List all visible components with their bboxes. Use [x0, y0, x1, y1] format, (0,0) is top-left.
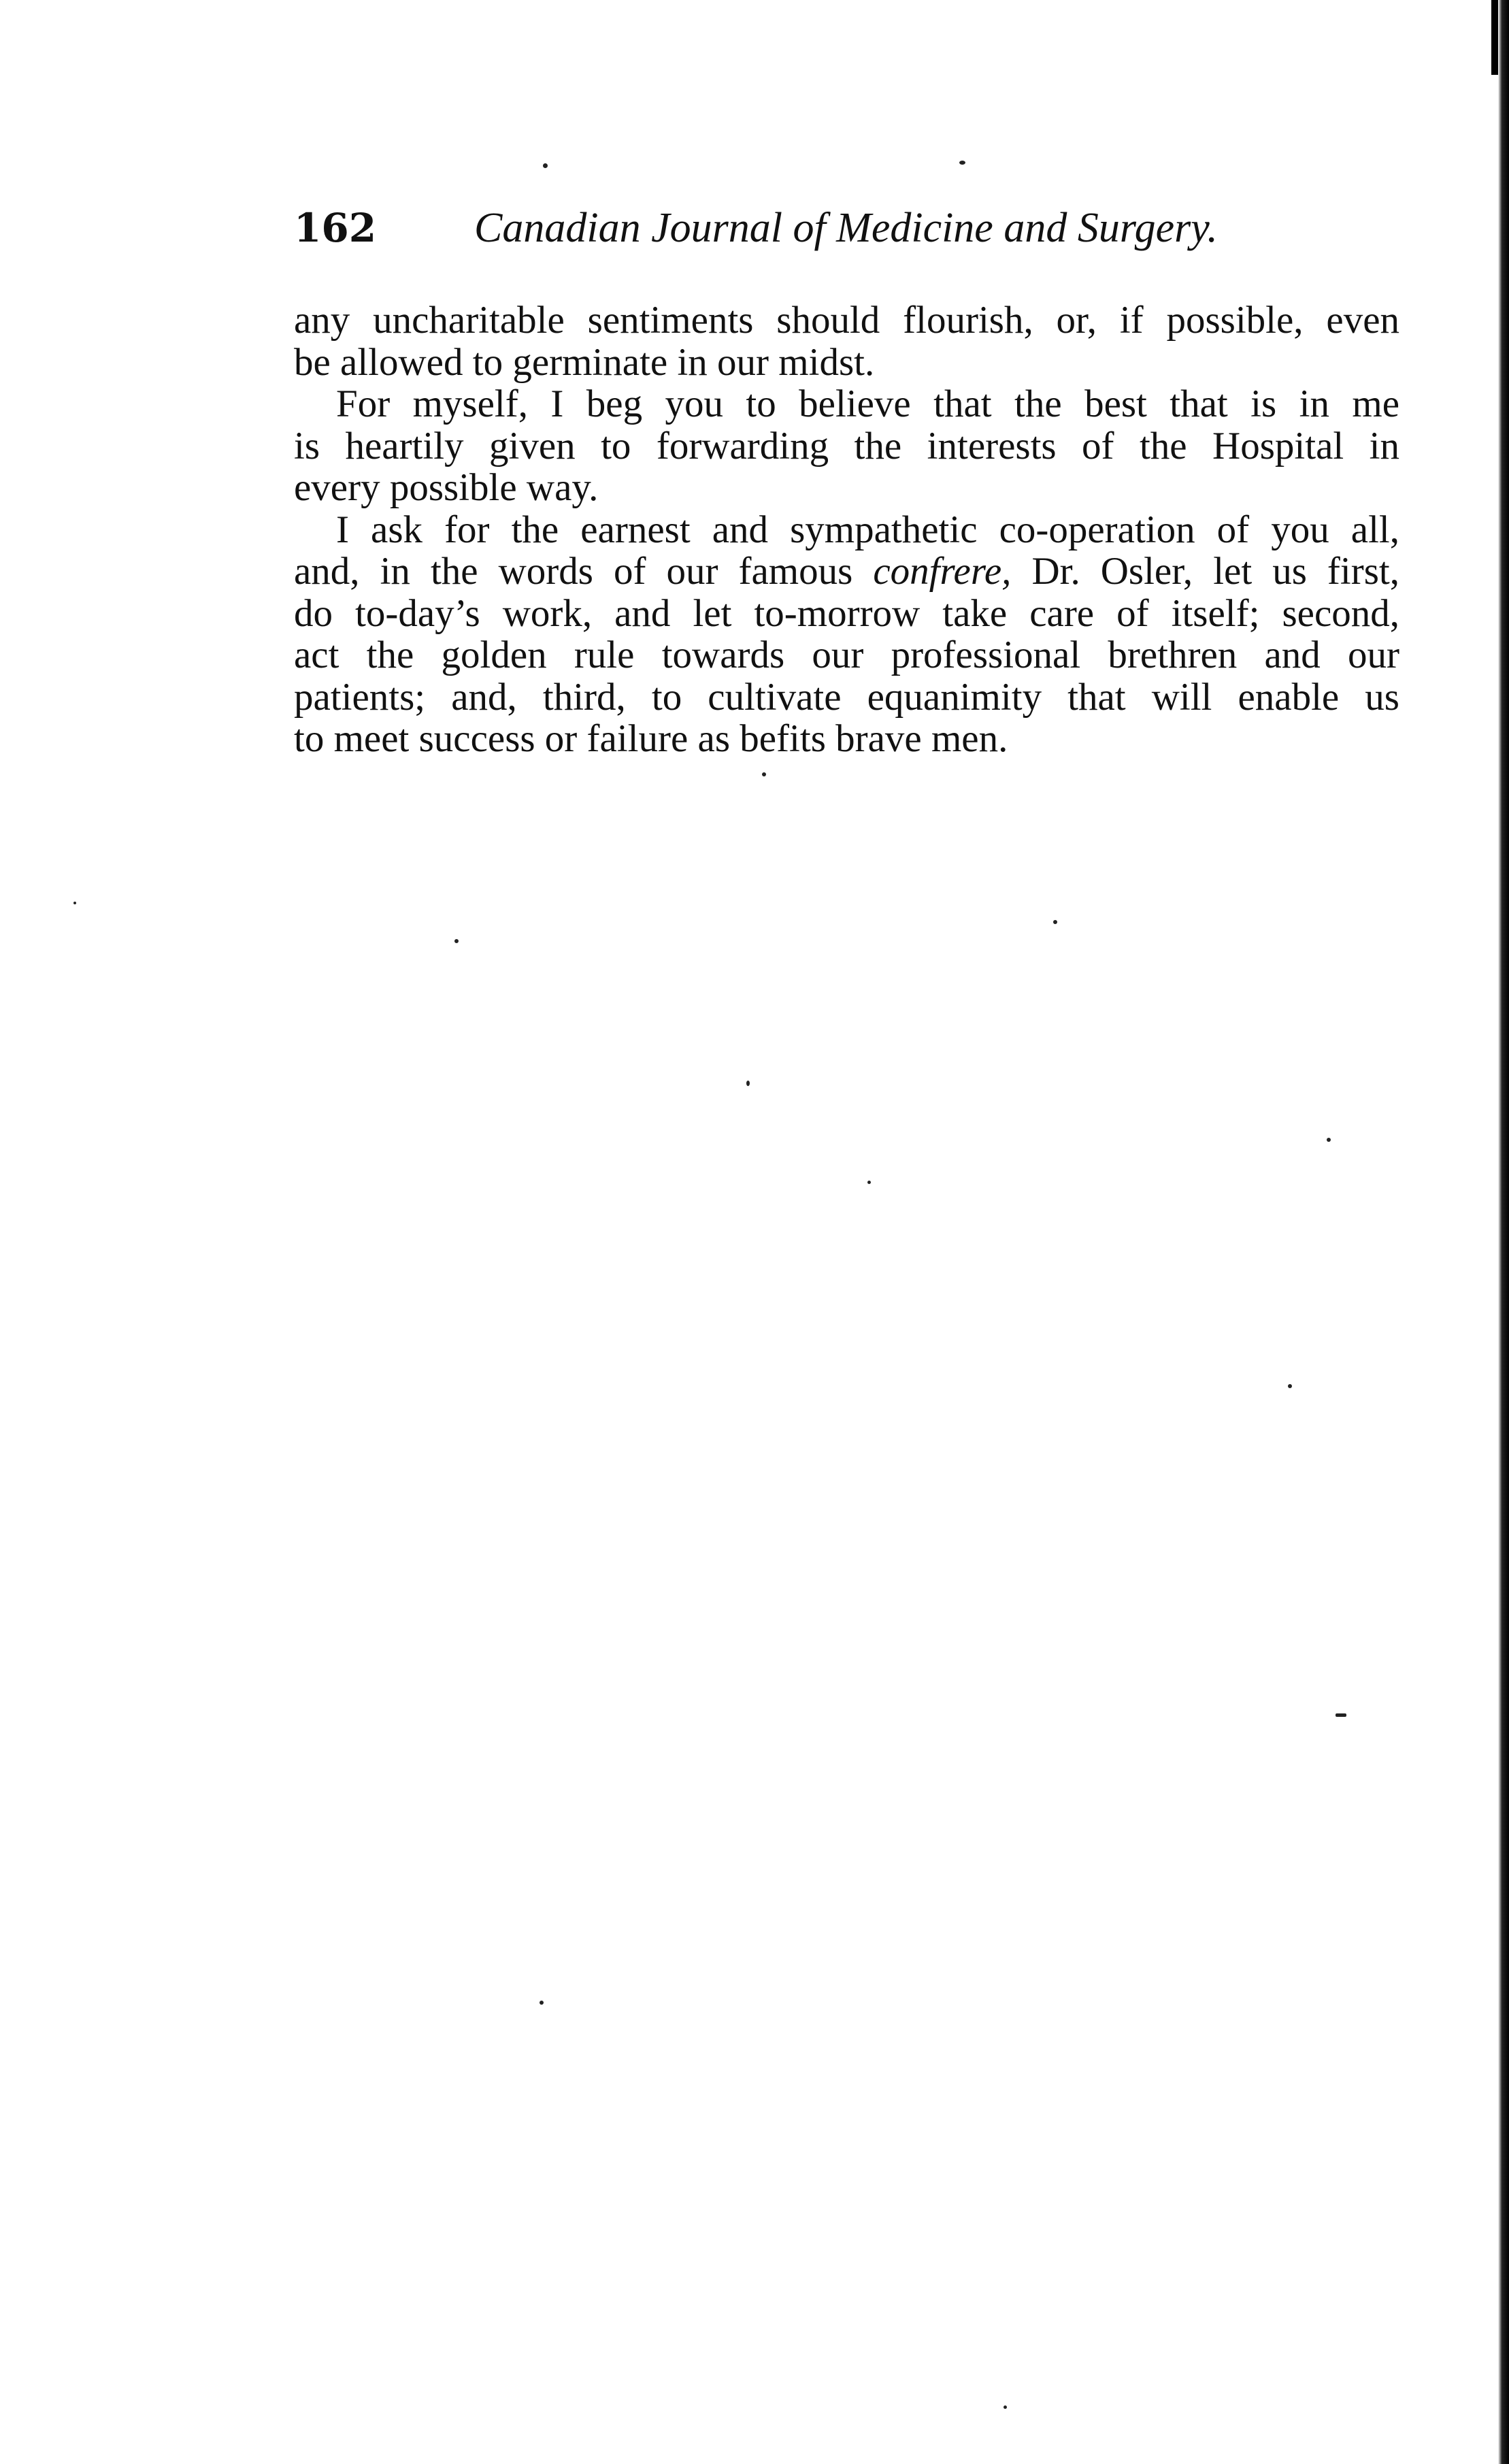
- scan-speck: [1288, 1384, 1292, 1388]
- journal-title: Canadian Journal of Medicine and Surgery.: [474, 205, 1218, 251]
- scan-speck: [959, 161, 965, 165]
- scan-speck: [540, 2001, 544, 2005]
- scan-speck: [1327, 1138, 1331, 1142]
- text-line: do to-day’s work, and let to-morrow take care of itself; second,: [294, 591, 1399, 635]
- running-head: [294, 197, 1246, 259]
- text-line: For myself, I beg you to believe that the best that is in me: [336, 382, 1399, 425]
- scan-edge: [1498, 0, 1509, 2464]
- scan-speck: [1053, 920, 1057, 924]
- paragraph-1: [294, 299, 1399, 383]
- text-segment: Dr. Osler, let us first,: [1011, 550, 1399, 593]
- scan-speck: [746, 1081, 750, 1086]
- scan-speck: [73, 902, 76, 904]
- scan-speck: [1336, 1713, 1346, 1717]
- text-line: any uncharitable sentiments should flourish, or, if possible, even: [294, 299, 1399, 342]
- scan-speck: [867, 1181, 871, 1184]
- italic-word: confrere,: [873, 550, 1012, 593]
- text-line: I ask for the earnest and sympathetic co-operation of you all,: [336, 508, 1399, 551]
- text-line: every possible way.: [294, 466, 599, 509]
- paragraph-2: [294, 383, 1399, 509]
- scan-speck: [543, 163, 548, 168]
- text-segment: and, in the words of our famous: [294, 550, 874, 593]
- text-line: patients; and, third, to cultivate equanimity that will enable us: [294, 675, 1399, 719]
- body-text: [294, 299, 1399, 760]
- text-line: [294, 551, 1399, 593]
- text-line: be allowed to germinate in our midst.: [294, 340, 875, 384]
- scan-speck: [1004, 2405, 1007, 2409]
- page-number: 162: [294, 205, 377, 251]
- text-line: to meet success or failure as befits brave men.: [294, 717, 1008, 760]
- paragraph-3: [294, 509, 1399, 760]
- text-line: act the golden rule towards our professional brethren and our: [294, 634, 1399, 676]
- text-line: is heartily given to forwarding the interests of the Hospital in: [294, 424, 1399, 467]
- scan-speck: [454, 939, 459, 943]
- scan-speck: [762, 772, 766, 776]
